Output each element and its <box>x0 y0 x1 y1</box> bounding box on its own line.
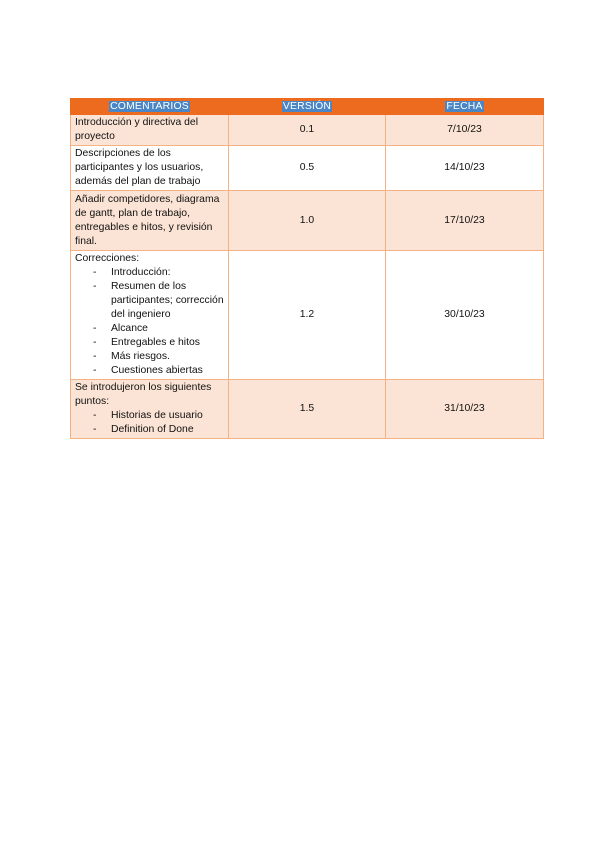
row-version: 0.1 <box>229 115 386 146</box>
list-item: - Cuestiones abiertas <box>91 364 224 378</box>
table-row <box>71 251 544 380</box>
list-item: - Resumen de los participantes; corrección del ingeniero <box>91 280 224 322</box>
header-version-label: VERSIÓN <box>282 100 332 112</box>
row-comment <box>71 380 229 439</box>
list-item: - Historias de usuario <box>91 409 224 423</box>
row-version: 1.2 <box>229 251 386 380</box>
list-item: - Introducción: <box>91 266 224 280</box>
row-comment-intro: Se introdujeron los siguientes puntos: <box>75 382 212 407</box>
list-item: - Alcance <box>91 322 224 336</box>
row-comment: Introducción y directiva del proyecto <box>71 115 229 146</box>
row-date: 17/10/23 <box>386 191 544 251</box>
header-version <box>229 99 386 115</box>
row-version: 1.0 <box>229 191 386 251</box>
row-date: 14/10/23 <box>386 146 544 191</box>
corrections-list <box>75 266 224 378</box>
table-row <box>71 191 544 251</box>
row-comment-intro: Correcciones: <box>75 253 140 264</box>
table-row <box>71 115 544 146</box>
table-row <box>71 380 544 439</box>
row-date: 30/10/23 <box>386 251 544 380</box>
header-date <box>386 99 544 115</box>
row-comment: Añadir competidores, diagrama de gantt, plan de trabajo, entregables e hitos, y revisión final. <box>71 191 229 251</box>
row-version: 0.5 <box>229 146 386 191</box>
table-row <box>71 146 544 191</box>
row-comment <box>71 251 229 380</box>
row-comment: Descripciones de los participantes y los usuarios, además del plan de trabajo <box>71 146 229 191</box>
list-item: - Más riesgos. <box>91 350 224 364</box>
new-points-list <box>75 409 224 437</box>
list-item: - Definition of Done <box>91 423 224 437</box>
header-comments <box>71 99 229 115</box>
table-header-row <box>71 99 544 115</box>
header-date-label: FECHA <box>446 100 483 112</box>
revision-history-table <box>70 98 544 439</box>
list-item: - Entregables e hitos <box>91 336 224 350</box>
row-version: 1.5 <box>229 380 386 439</box>
row-date: 7/10/23 <box>386 115 544 146</box>
header-comments-label: COMENTARIOS <box>110 100 189 112</box>
row-date: 31/10/23 <box>386 380 544 439</box>
